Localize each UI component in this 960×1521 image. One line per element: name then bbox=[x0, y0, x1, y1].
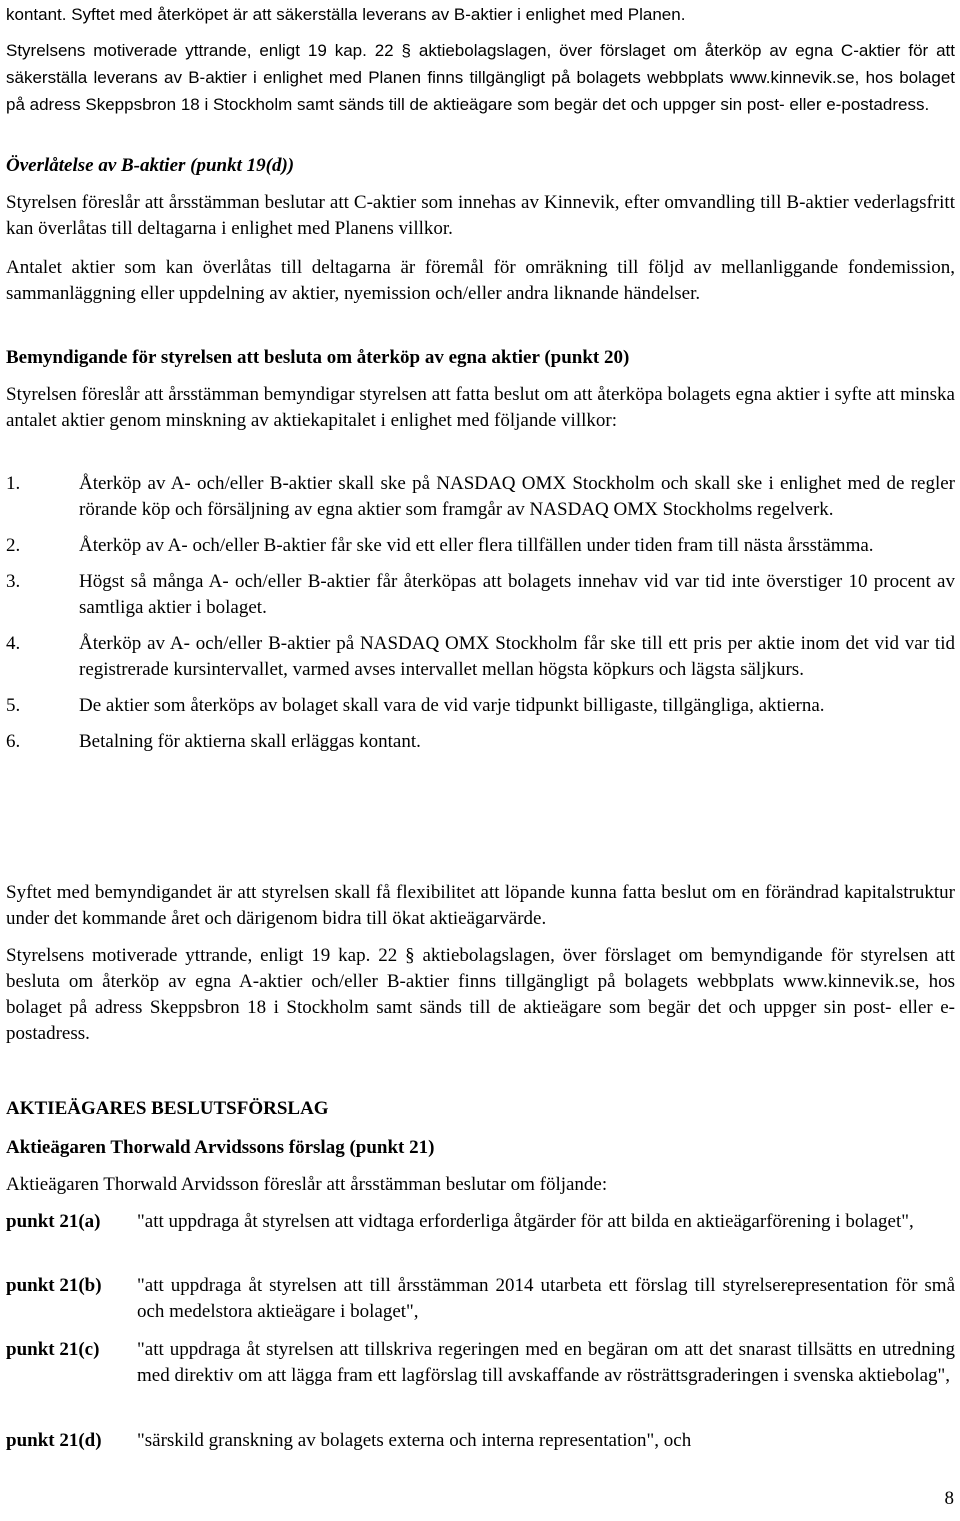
list-item-number: 3. bbox=[6, 571, 21, 592]
list-item-number: 5. bbox=[6, 695, 21, 716]
list-item-text: Betalning för aktierna skall erläggas kontant. bbox=[79, 731, 421, 752]
page-number: 8 bbox=[944, 1488, 954, 1509]
list-item-number: 2. bbox=[6, 535, 21, 556]
proposal-label: punkt 21(c) bbox=[6, 1339, 100, 1360]
proposal-text: "att uppdraga åt styrelsen att vidtaga erforderliga åtgärder för att bilda en aktieägarförening i bolaget", bbox=[137, 1211, 914, 1232]
proposal-label: punkt 21(b) bbox=[6, 1275, 102, 1296]
list-item-text: Återköp av A- och/eller B-aktier på NASDAQ OMX Stockholm får ske till ett pris per aktie inom det vid var tid registrerade kursintervallet, varmed avses intervallet mellan högsta köpkurs och lägsta säljkurs. bbox=[79, 633, 955, 680]
proposal-item bbox=[6, 1209, 955, 1235]
list-item bbox=[6, 729, 955, 755]
heading-buyback-authorization: Bemyndigande för styrelsen att besluta om återköp av egna aktier (punkt 20) bbox=[6, 347, 630, 368]
heading-shareholder-proposals: AKTIEÄGARES BESLUTSFÖRSLAG bbox=[6, 1098, 329, 1119]
paragraph-motivated-statement-c-shares: Styrelsens motiverade yttrande, enligt 19 kap. 22 § aktiebolagslagen, över förslaget om återköp av egna C-aktier för att säkerställa leverans av B-aktier i enlighet med Planen finns tillgängligt på bolagets webbplats www.kinnevik.se, hos bolaget på adress Skeppsbron 18 i Stockholm samt sänds till de aktieägare som begär det och uppger sin post- eller e-postadress. bbox=[6, 41, 955, 114]
paragraph-intro: kontant. Syftet med återköpet är att säkerställa leverans av B-aktier i enlighet med Planen. bbox=[6, 5, 686, 24]
list-item bbox=[6, 631, 955, 683]
list-item bbox=[6, 471, 955, 523]
buyback-conditions-list bbox=[6, 471, 955, 755]
list-item bbox=[6, 533, 955, 559]
proposal-text: "att uppdraga åt styrelsen att till årsstämman 2014 utarbeta ett förslag till styrelserepresentation för små och medelstora aktieägare i bolaget", bbox=[137, 1275, 955, 1322]
proposal-item bbox=[6, 1337, 955, 1389]
paragraph-transfer-proposal: Styrelsen föreslår att årsstämman beslutar att C-aktier som innehas av Kinnevik, efter omvandling till B-aktier vederlagsfritt kan överlåtas till deltagarna i enlighet med Planens villkor. bbox=[6, 192, 955, 239]
proposal-label: punkt 21(a) bbox=[6, 1211, 101, 1232]
list-item-number: 4. bbox=[6, 633, 21, 654]
list-item-text: De aktier som återköps av bolaget skall vara de vid varje tidpunkt billigaste, tillgängliga, aktierna. bbox=[79, 695, 825, 716]
paragraph-recalculation: Antalet aktier som kan överlåtas till deltagarna är föremål för omräkning till följd av mellanliggande fondemission, sammanläggning eller uppdelning av aktier, nyemission och/eller andra liknande händelser. bbox=[6, 257, 955, 304]
proposal-text: "att uppdraga åt styrelsen att tillskriva regeringen med en begäran om att det snarast tillsätts en utredning med direktiv om att lägga fram ett lagförslag till avskaffande av rösträttsgraderingen i svenska aktiebolag", bbox=[137, 1339, 955, 1386]
list-item-number: 1. bbox=[6, 473, 21, 494]
list-item bbox=[6, 693, 955, 719]
paragraph-arvidsson-intro: Aktieägaren Thorwald Arvidsson föreslår att årsstämman beslutar om följande: bbox=[6, 1174, 608, 1195]
paragraph-motivated-statement-buyback: Styrelsens motiverade yttrande, enligt 19 kap. 22 § aktiebolagslagen, över förslaget om bemyndigande för styrelsen att besluta om återköp av egna A-aktier och/eller B-aktier finns tillgängligt på bolagets webbplats www.kinnevik.se, hos bolaget på adress Skeppsbron 18 i Stockholm samt sänds till de aktieägare som begär det och uppger sin post- eller e-postadress. bbox=[6, 945, 955, 1044]
paragraph-buyback-proposal: Styrelsen föreslår att årsstämman bemyndigar styrelsen att fatta beslut om att återköpa bolagets egna aktier i syfte att minska antalet aktier genom minskning av aktiekapitalet i enlighet med följande villkor: bbox=[6, 384, 955, 431]
proposal-item bbox=[6, 1428, 955, 1454]
proposal-item bbox=[6, 1273, 955, 1325]
list-item-number: 6. bbox=[6, 731, 21, 752]
list-item-text: Återköp av A- och/eller B-aktier får ske vid ett eller flera tillfällen under tiden fram till nästa årsstämma. bbox=[79, 535, 874, 556]
proposal-label: punkt 21(d) bbox=[6, 1430, 102, 1451]
heading-arvidsson-proposal: Aktieägaren Thorwald Arvidssons förslag (punkt 21) bbox=[6, 1137, 435, 1158]
paragraph-authorization-purpose: Syftet med bemyndigandet är att styrelsen skall få flexibilitet att löpande kunna fatta beslut om en förändrad kapitalstruktur under det kommande året och därigenom bidra till ökat aktieägarvärde. bbox=[6, 882, 955, 929]
proposal-text: "särskild granskning av bolagets externa och interna representation", och bbox=[137, 1430, 692, 1451]
list-item-text: Högst så många A- och/eller B-aktier får återköpas att bolagets innehav vid var tid inte överstiger 10 procent av samtliga aktier i bolaget. bbox=[79, 571, 955, 618]
list-item-text: Återköp av A- och/eller B-aktier skall ske på NASDAQ OMX Stockholm och skall ske i enlighet med de regler rörande köp och försäljning av egna aktier som framgår av NASDAQ OMX Stockholms regelverk. bbox=[79, 473, 955, 520]
heading-transfer-b-shares: Överlåtelse av B-aktier (punkt 19(d)) bbox=[6, 155, 295, 176]
list-item bbox=[6, 569, 955, 621]
